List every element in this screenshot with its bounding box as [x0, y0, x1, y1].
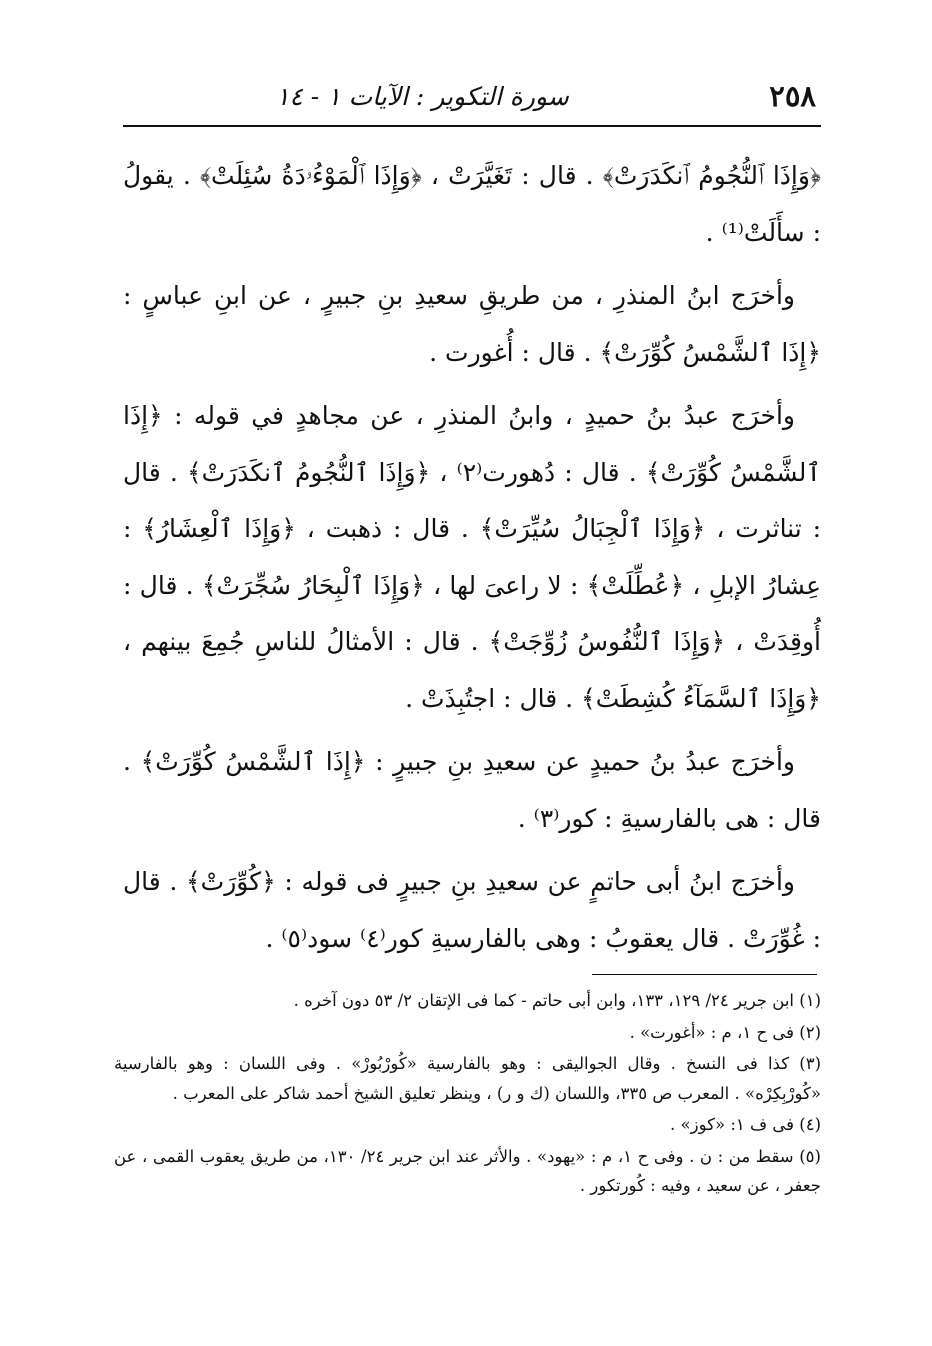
body-text [123, 148, 821, 974]
footnote: (٣) كذا فى النسخ . وقال الجواليقى : وهو بالفارسية «كُورْبُورْ» . وفى اللسان : وهو بالفارسية «كُورْبِكِرْه» . المعرب ص ٣٣٥، واللسان (ك و ر) ، وينظر تعليق الشيخ أحمد شاكر على المعرب . [114, 1054, 821, 1103]
paragraph: وأخرَج ابنُ أبى حاتمٍ عن سعيدِ بنِ جبيرٍ فى قوله : ﴿كُوِّرَتْ﴾ . قال : غُوِّرَتْ . قال يعقوبُ : وهى بالفارسيةِ كور⁽٤⁾ سود⁽٥⁾ . [123, 867, 821, 953]
paragraph: وأخرَج ابنُ المنذرِ ، من طريقِ سعيدِ بنِ جبيرٍ ، عن ابنِ عباسٍ : ﴿إِذَا ٱلشَّمْسُ كُوِّرَتْ﴾ . قال : أُغورت . [123, 281, 821, 367]
paragraph: وأخرَج عبدُ بنُ حميدٍ عن سعيدِ بنِ جبيرٍ : ﴿إِذَا ٱلشَّمْسُ كُوِّرَتْ﴾ . قال : هى بالفارسيةِ : كور⁽٣⁾ . [123, 747, 821, 833]
footnotes [114, 986, 821, 1203]
running-title: سورة التكوير : الآيات ١ - ١٤ [276, 81, 569, 111]
footnote: (٥) سقط من : ن . وفى ح ١، م : «يهود» . والأثر عند ابن جرير ٢٤/ ١٣٠، من طريق يعقوب القمى ، عن جعفر ، عن سعيد ، وفيه : كُورتكور . [114, 1146, 821, 1195]
footnote: (١) ابن جرير ٢٤/ ١٢٩، ١٣٣، وابن أبى حاتم - كما فى الإتقان ٢/ ٥٣ دون آخره . [293, 991, 821, 1010]
paragraph: ﴿وَإِذَا ٱلنُّجُومُ ٱنكَدَرَتْ﴾ . قال : تَغَيَّرَتْ ، ﴿وَإِذَا ٱلْمَوْءُۥدَةُ سُئِلَتْ﴾ . يقولُ : سأَلَتْ⁽¹⁾ . [123, 161, 821, 247]
page-header [126, 76, 816, 116]
page-number: ٢٥٨ [769, 79, 816, 113]
footnote: (٢) فى ح ١، م : «أغورت» . [629, 1022, 821, 1042]
paragraph: وأخرَج عبدُ بنُ حميدٍ ، وابنُ المنذرِ ، عن مجاهدٍ في قوله : ﴿إِذَا ٱلشَّمْسُ كُوِّرَتْ﴾ . قال : دُهورت⁽٢⁾ ، ﴿وَإِذَا ٱلنُّجُومُ ٱنكَدَرَتْ﴾ . قال : تناثرت ، ﴿وَإِذَا ٱلْجِبَالُ سُيِّرَتْ﴾ . قال : ذهبت ، ﴿وَإِذَا ٱلْعِشَارُ﴾ : عِشارُ الإبلِ ، ﴿عُطِّلَتْ﴾ : لا راعىَ لها ، ﴿وَإِذَا ٱلْبِحَارُ سُجِّرَتْ﴾ . قال : أُوقِدَتْ ، ﴿وَإِذَا ٱلنُّفُوسُ زُوِّجَتْ﴾ . قال : الأمثالُ للناسِ جُمِعَ بينهم ، ﴿وَإِذَا ٱلسَّمَآءُ كُشِطَتْ﴾ . قال : اجتُبِذَتْ . [123, 401, 821, 713]
footnote: (٤) فى ف ١: «كوز» . [670, 1115, 821, 1134]
header-rule [123, 125, 821, 127]
footnote-separator [592, 974, 817, 975]
